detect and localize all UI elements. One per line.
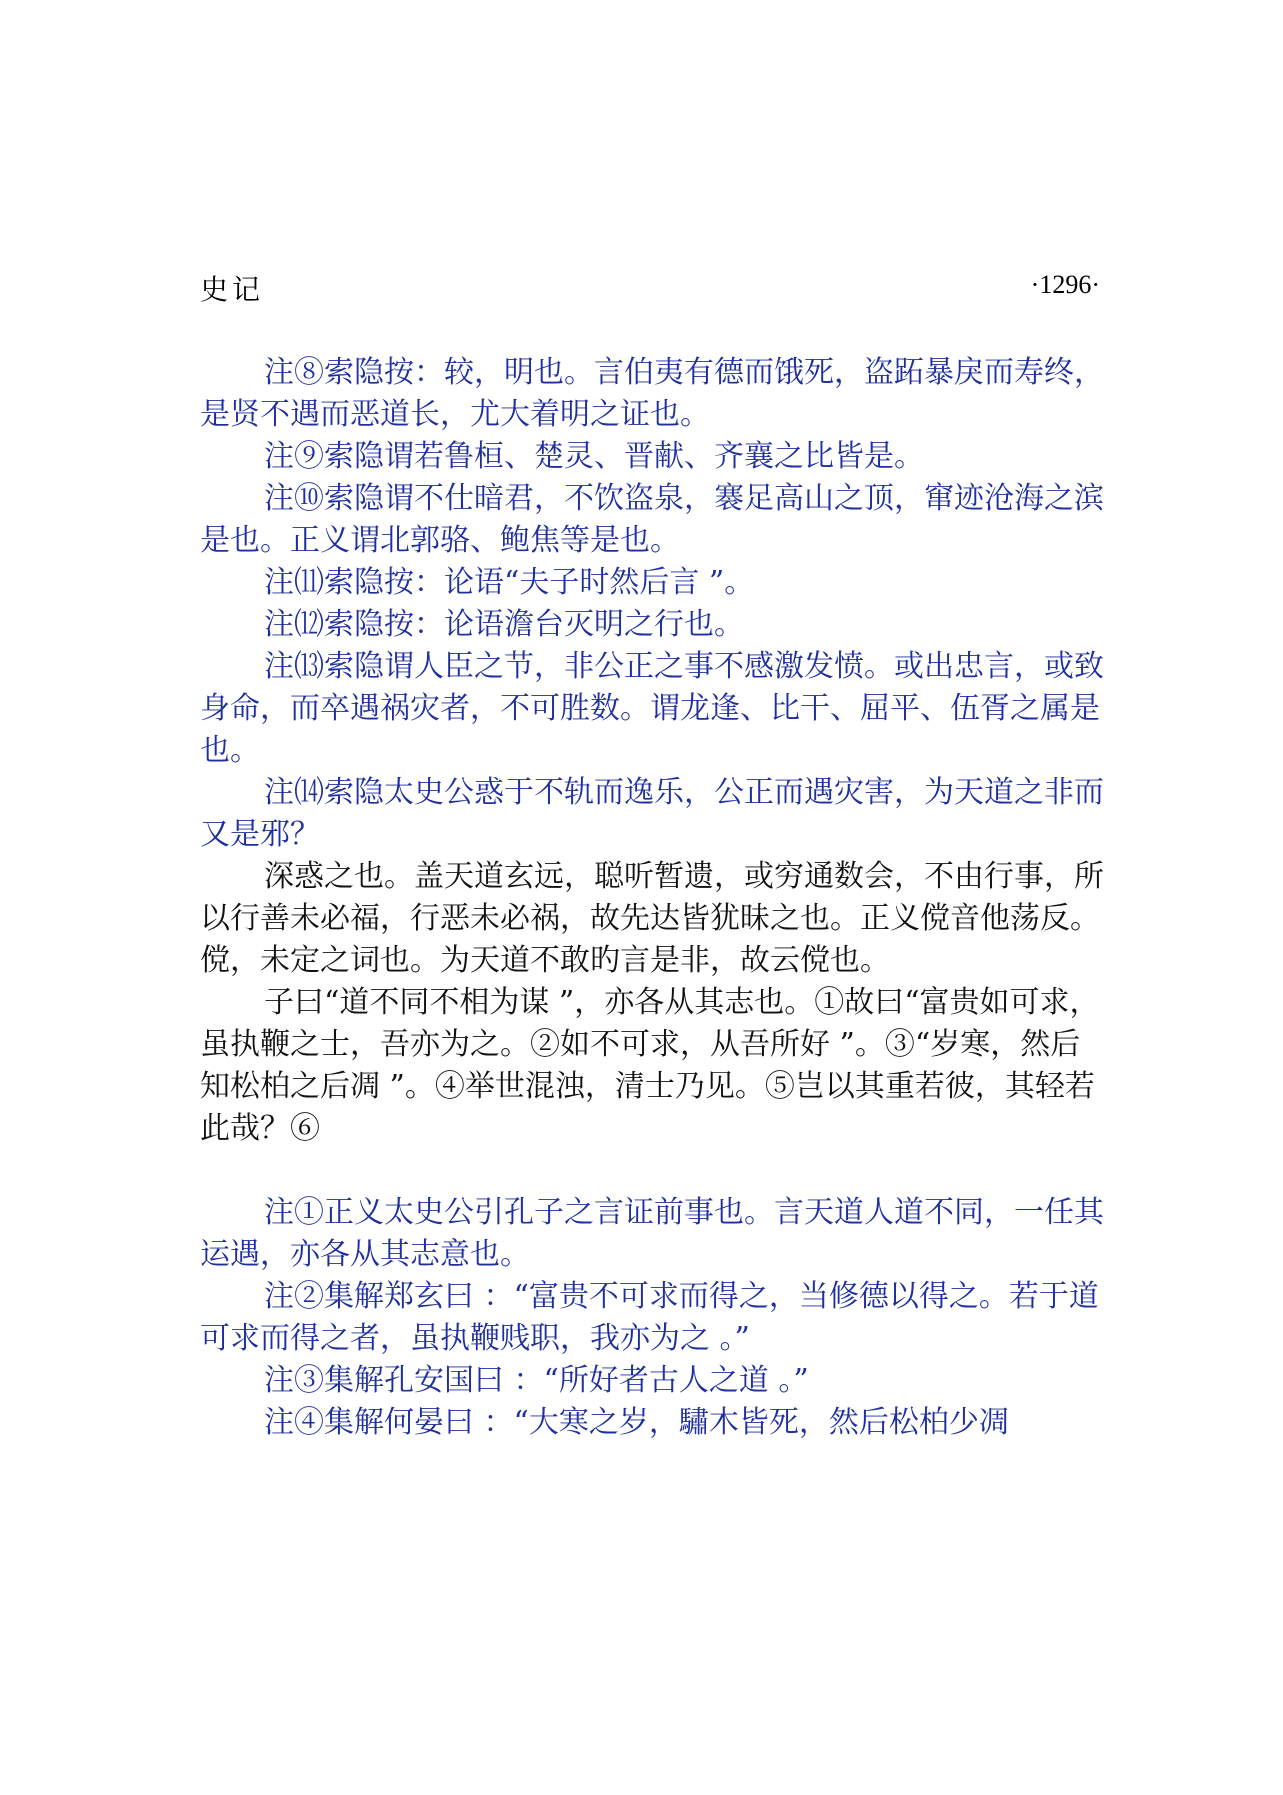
- note-11: 注⑾索隐按：论语“夫子时然后言 ”。: [264, 565, 755, 600]
- note-9: 注⑨索隐谓若鲁桓、楚灵、晋献、齐襄之比皆是。: [264, 439, 924, 474]
- book-title: 史记: [200, 273, 265, 306]
- page-body: [200, 352, 1105, 1444]
- note-3: 注③集解孔安国曰 ：“所好者古人之道 。”: [264, 1363, 809, 1398]
- main-text-paragraph: 子曰“道不同不相为谋 ”，亦各从其志也。①故曰“富贵如可求，虽执鞭之士，吾亦为之。②如不可求，从吾所好 ”。③“岁寒，然后知松柏之后凋 ”。④举世混浊，清士乃见。⑤岂以其重若彼，其轻若此哉？⑥: [200, 985, 1100, 1146]
- note-2: 注②集解郑玄曰 ：“富贵不可求而得之，当修德以得之。若于道可求而得之者，虽执鞭贱职，我亦为之 。”: [200, 1279, 1099, 1356]
- page-number: ·1296·: [1030, 270, 1100, 299]
- note-12: 注⑿索隐按：论语澹台灭明之行也。: [264, 607, 744, 642]
- note-4: 注④集解何晏曰 ：“大寒之岁，驌木皆死，然后松柏少凋: [264, 1405, 1009, 1440]
- page-header: [200, 268, 1100, 308]
- note-13: 注⒀索隐谓人臣之节，非公正之事不感激发愤。或出忠言，或致身命，而卒遇祸灾者，不可胜数。谓龙逢、比干、屈平、伍胥之属是也。: [200, 649, 1104, 768]
- note-8: 注⑧索隐按：较，明也。言伯夷有德而饿死，盗跖暴戾而寿终，是贤不遇而恶道长，尤大着明之证也。: [200, 355, 1104, 432]
- commentary-paragraph: 深惑之也。盖天道玄远，聪听暂遗，或穷通数会，不由行事，所以行善未必福，行恶未必祸，故先达皆犹昧之也。正义傥音他荡反。傥，未定之词也。为天道不敢旳言是非，故云傥也。: [200, 859, 1104, 978]
- note-10: 注⑩索隐谓不仕暗君，不饮盗泉，褰足高山之顶，窜迹沧海之滨是也。正义谓北郭骆、鲍焦等是也。: [200, 481, 1104, 558]
- note-14: 注⒁索隐太史公惑于不轨而逸乐，公正而遇灾害，为天道之非而又是邪？: [200, 775, 1104, 852]
- note-1: 注①正义太史公引孔子之言证前事也。言天道人道不同，一任其运遇，亦各从其志意也。: [200, 1195, 1104, 1272]
- section-gap: [200, 1150, 1105, 1192]
